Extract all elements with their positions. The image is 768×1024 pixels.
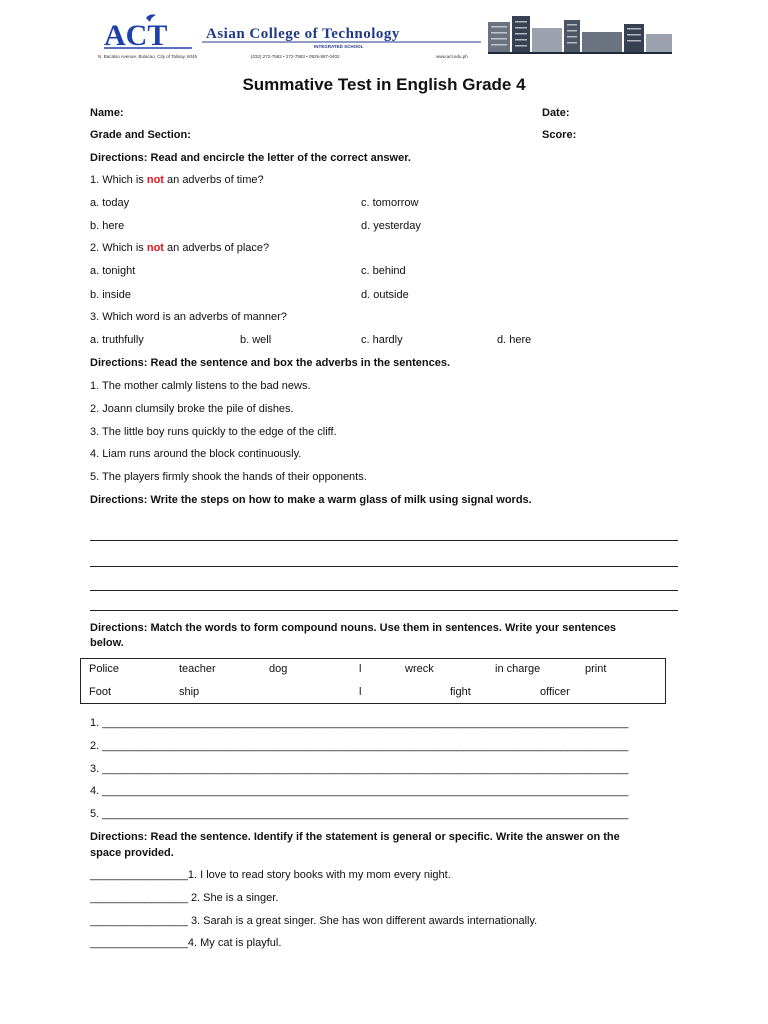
school-header-banner (96, 12, 672, 60)
word-bank-item: teacher (179, 663, 216, 675)
question-3: 3. Which word is an adverbs of manner? (90, 311, 287, 323)
general-specific-item[interactable]: ________________4. My cat is playful. (90, 937, 282, 949)
adverb-sentence: 2. Joann clumsily broke the pile of dishes. (90, 403, 294, 415)
q1-option-c: c. tomorrow (361, 197, 419, 209)
act-logo (104, 14, 192, 52)
sentence-line[interactable]: 4. ______________________________________________________________________________________ (90, 785, 629, 797)
sentence-line[interactable]: 2. ______________________________________________________________________________________ (90, 740, 629, 752)
directions-part3: Directions: Write the steps on how to make a warm glass of milk using signal words. (90, 494, 532, 506)
word-bank-item: in charge (495, 663, 541, 675)
word-bank-item: l (359, 663, 362, 675)
word-bank-item: Police (89, 663, 119, 675)
word-bank-box (80, 658, 666, 704)
score-label: Score: (542, 129, 577, 141)
sentence-line[interactable]: 5. ______________________________________________________________________________________ (90, 808, 629, 820)
school-phones: (032) 272-7582 • 272-7583 • 0925-587-0402 (251, 54, 340, 59)
directions-part1: Directions: Read and encircle the letter of the correct answer. (90, 152, 411, 164)
q2-option-a: a. tonight (90, 265, 136, 277)
school-website: www.act.edu.ph (436, 54, 468, 59)
word-bank-item: fight (450, 686, 471, 698)
grade-section-label: Grade and Section: (90, 129, 191, 141)
directions-part5-line2: space provided. (90, 847, 174, 859)
school-name: Asian College of Technology (206, 26, 400, 42)
general-specific-item[interactable]: ________________ 2. She is a singer. (90, 892, 279, 904)
q1-option-d: d. yesterday (361, 220, 421, 232)
word-bank-item: ship (179, 686, 200, 698)
word-bank-item: Foot (89, 686, 112, 698)
word-bank-item: print (585, 663, 607, 675)
answer-line (90, 566, 678, 567)
word-bank-item: officer (540, 686, 570, 698)
logo-text: ACT (104, 19, 168, 52)
date-label: Date: (542, 107, 570, 119)
q1-option-b: b. here (90, 220, 125, 232)
q1-option-a: a. today (90, 197, 130, 209)
q3-option-c: c. hardly (361, 334, 403, 346)
q3-option-d: d. here (497, 334, 532, 346)
directions-part4-line2: below. (90, 637, 124, 649)
question-1-emphasis: not (146, 174, 164, 186)
word-bank-item: l (359, 686, 362, 698)
question-2-text-b: an adverbs of place? (163, 242, 270, 254)
adverb-sentence: 5. The players firmly shook the hands of their opponents. (90, 471, 367, 483)
school-subname: INTEGRATED SCHOOL (314, 44, 364, 49)
word-bank-item: wreck (405, 663, 434, 675)
q2-option-b: b. inside (90, 289, 131, 301)
building-illustration (488, 16, 672, 54)
q2-option-d: d. outside (361, 289, 409, 301)
q3-option-a: a. truthfully (90, 334, 144, 346)
question-1-text-b: an adverbs of time? (163, 174, 264, 186)
sentence-line[interactable]: 1. ______________________________________________________________________________________ (90, 717, 629, 729)
question-1-text-a: 1. Which is (90, 174, 147, 186)
directions-part4-line1: Directions: Match the words to form compound nouns. Use them in sentences. Write your sentences (90, 622, 617, 634)
adverb-sentence: 1. The mother calmly listens to the bad news. (90, 380, 311, 392)
question-2-emphasis: not (146, 242, 164, 254)
q2-option-c: c. behind (361, 265, 406, 277)
general-specific-item[interactable]: ________________1. I love to read story books with my mom every night. (90, 869, 451, 881)
directions-part2: Directions: Read the sentence and box the adverbs in the sentences. (90, 357, 451, 369)
adverb-sentence: 4. Liam runs around the block continuously. (90, 448, 302, 460)
sentence-line[interactable]: 3. ______________________________________________________________________________________ (90, 763, 629, 775)
adverb-sentence: 3. The little boy runs quickly to the edge of the cliff. (90, 426, 337, 438)
question-1 (90, 174, 264, 186)
directions-part5-line1: Directions: Read the sentence. Identify if the statement is general or specific. Write the answer on the (90, 831, 620, 843)
answer-line (90, 590, 678, 591)
question-2-text-a: 2. Which is (90, 242, 147, 254)
name-label: Name: (90, 107, 124, 119)
word-bank-item: dog (269, 663, 288, 675)
q3-option-b: b. well (240, 334, 272, 346)
page-title: Summative Test in English Grade 4 (242, 75, 526, 94)
answer-line (90, 540, 678, 541)
question-2 (90, 242, 269, 254)
general-specific-item[interactable]: ________________ 3. Sarah is a great singer. She has won different awards internationally. (90, 915, 538, 927)
school-address: N. Bacalso Avenue, Bulacao, City of Talisay, 6045 (98, 54, 198, 59)
answer-line (90, 610, 678, 611)
